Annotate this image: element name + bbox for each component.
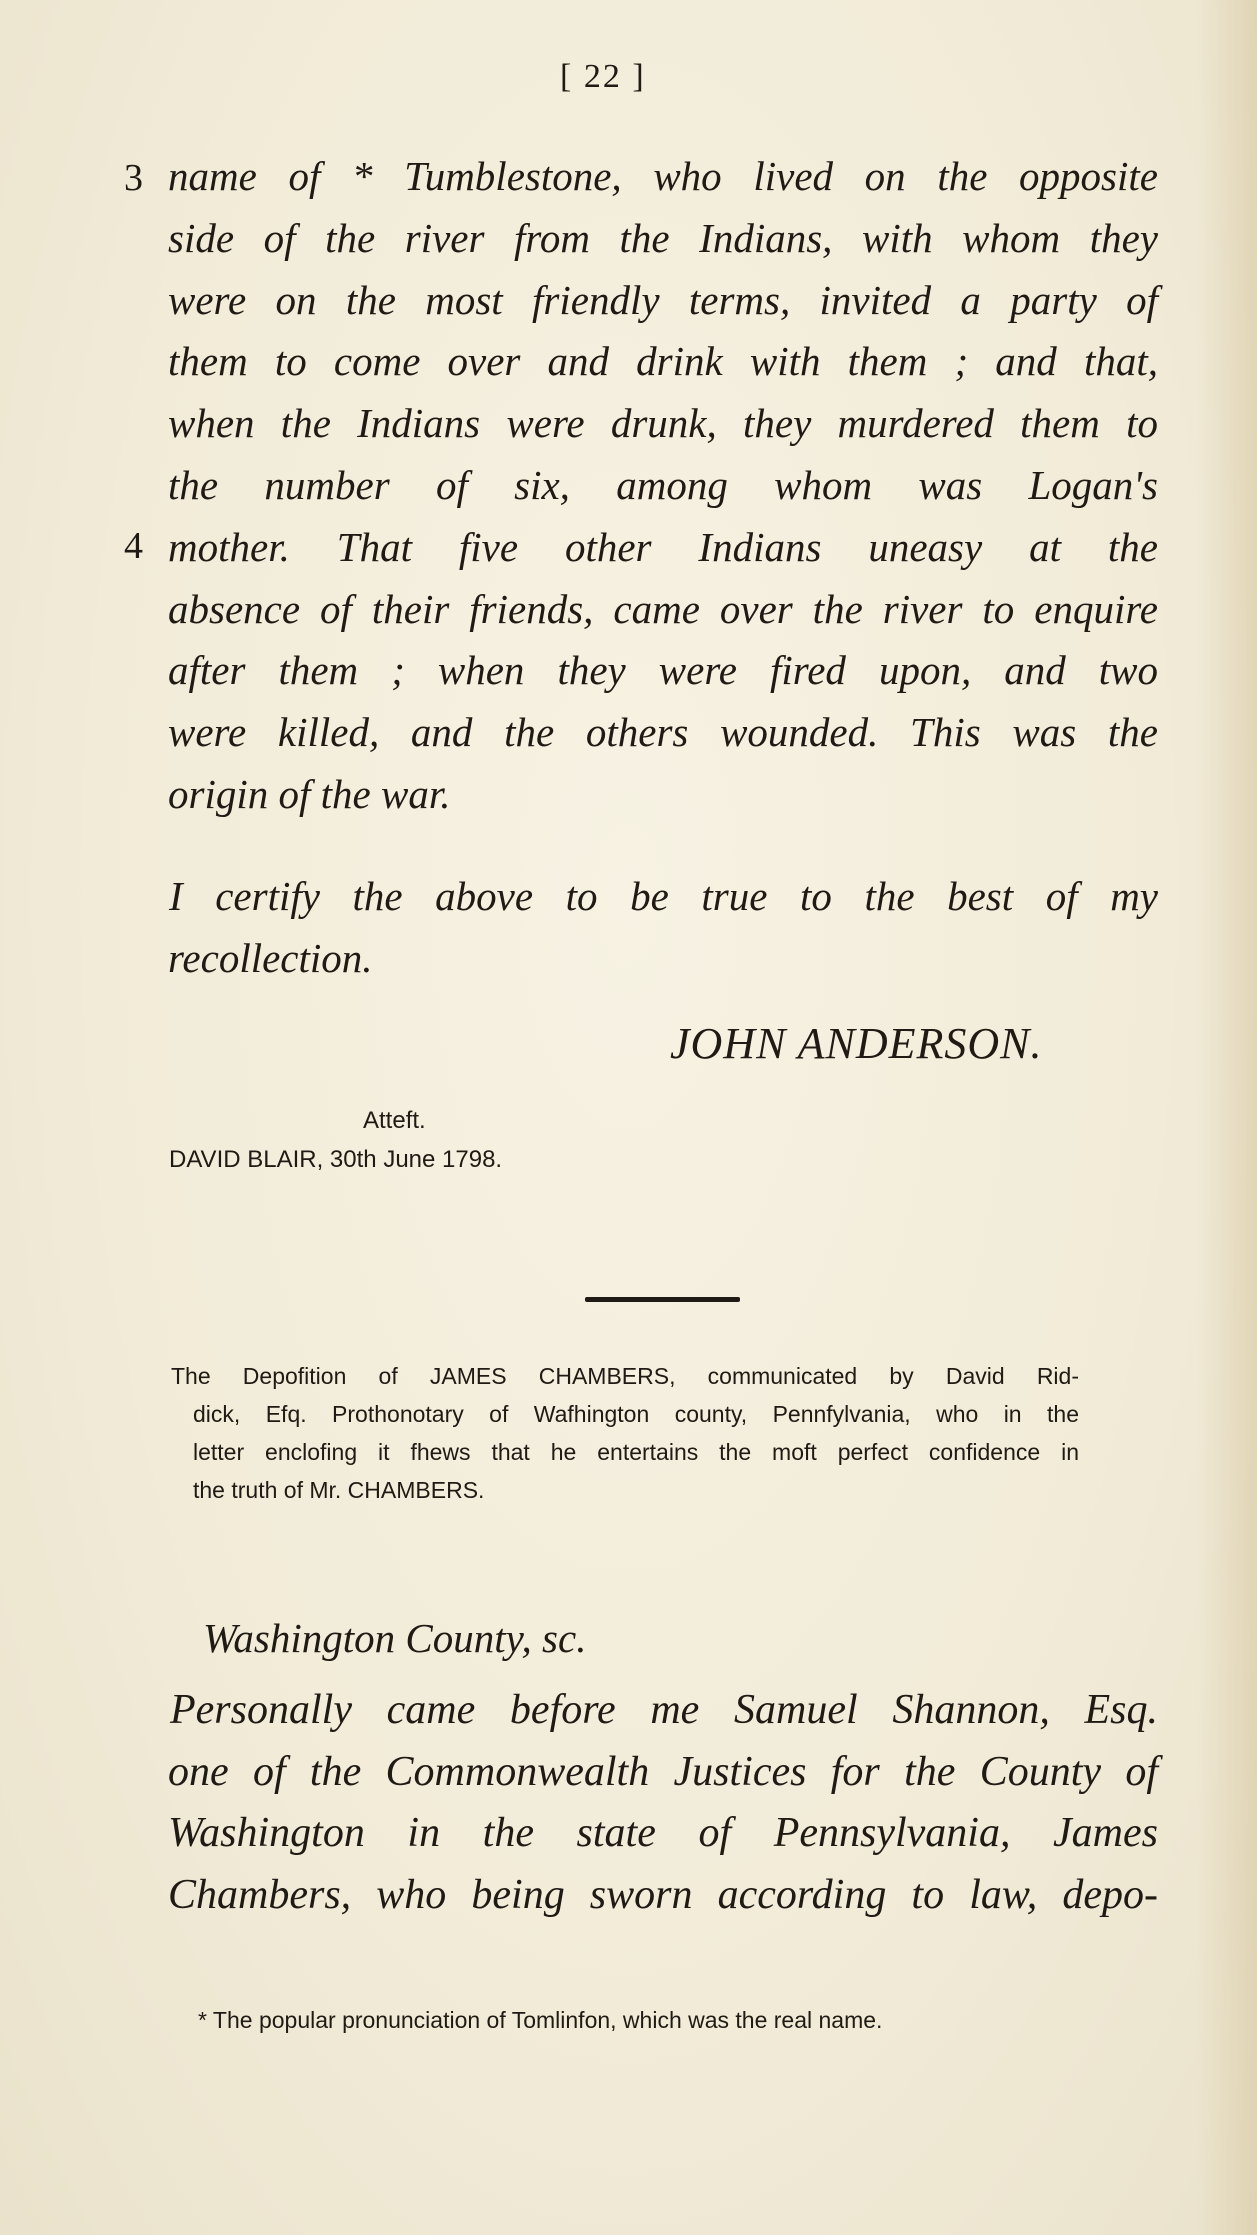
paragraph-personally-came bbox=[168, 1680, 1158, 1926]
certification-statement bbox=[168, 866, 1158, 990]
text-line: name of * Tumblestone, who lived on the opposite bbox=[168, 153, 1158, 199]
text-line: the number of six, among whom was Logan's bbox=[168, 461, 1158, 508]
signature-john-anderson: JOHN ANDERSON. bbox=[670, 1019, 1043, 1068]
deposition-introduction bbox=[171, 1357, 1079, 1509]
margin-line-number-3: 3 bbox=[124, 157, 143, 199]
text-line: absence of their friends, came over the river to enquire bbox=[168, 585, 1158, 632]
text-line: when the Indians were drunk, they murdered them to bbox=[168, 400, 1158, 447]
text-line: dick, Efq. Prothonotary of Wafhington county, Pennfylvania, who in the bbox=[193, 1401, 1079, 1427]
text-line: Personally came before me Samuel Shannon, Esq. bbox=[170, 1687, 1158, 1733]
text-line: Washington County, sc. bbox=[203, 1615, 587, 1661]
page-number-header: [ 22 ] bbox=[560, 58, 646, 95]
text-line: one of the Commonwealth Justices for the County of bbox=[168, 1748, 1158, 1795]
text-line: Washington in the state of Pennsylvania, James bbox=[168, 1810, 1158, 1856]
section-divider bbox=[585, 1297, 740, 1302]
page-edge-shadow bbox=[1197, 0, 1257, 2235]
text-line: were on the most friendly terms, invited a party of bbox=[168, 276, 1158, 323]
text-line: mother. That five other Indians uneasy at the bbox=[168, 523, 1158, 570]
text-line: recollection. bbox=[168, 934, 373, 981]
text-line: The Depofition of JAMES CHAMBERS, communicated by David Rid- bbox=[171, 1363, 1079, 1389]
text-line: after them ; when they were fired upon, and two bbox=[168, 647, 1158, 694]
attest-label: Atteft. bbox=[363, 1107, 426, 1134]
text-line: Chambers, who being sworn according to law, depo- bbox=[168, 1871, 1158, 1918]
text-line: I certify the above to be true to the best of my bbox=[169, 873, 1158, 919]
text-line: them to come over and drink with them ; and that, bbox=[168, 338, 1158, 385]
attest-line: DAVID BLAIR, 30th June 1798. bbox=[169, 1146, 503, 1173]
text-line: letter enclofing it fhews that he entertains the moft perfect confidence in bbox=[193, 1439, 1079, 1465]
footnote: * The popular pronunciation of Tomlinfon, which was the real name. bbox=[198, 2007, 883, 2033]
text-line: the truth of Mr. CHAMBERS. bbox=[193, 1477, 485, 1503]
county-heading bbox=[203, 1608, 903, 1670]
text-line: were killed, and the others wounded. This was the bbox=[168, 709, 1158, 756]
paragraph-tumblestone bbox=[168, 146, 1158, 826]
text-line: origin of the war. bbox=[168, 770, 451, 817]
margin-line-number-4: 4 bbox=[124, 525, 143, 567]
text-line: side of the river from the Indians, with whom they bbox=[168, 214, 1158, 261]
